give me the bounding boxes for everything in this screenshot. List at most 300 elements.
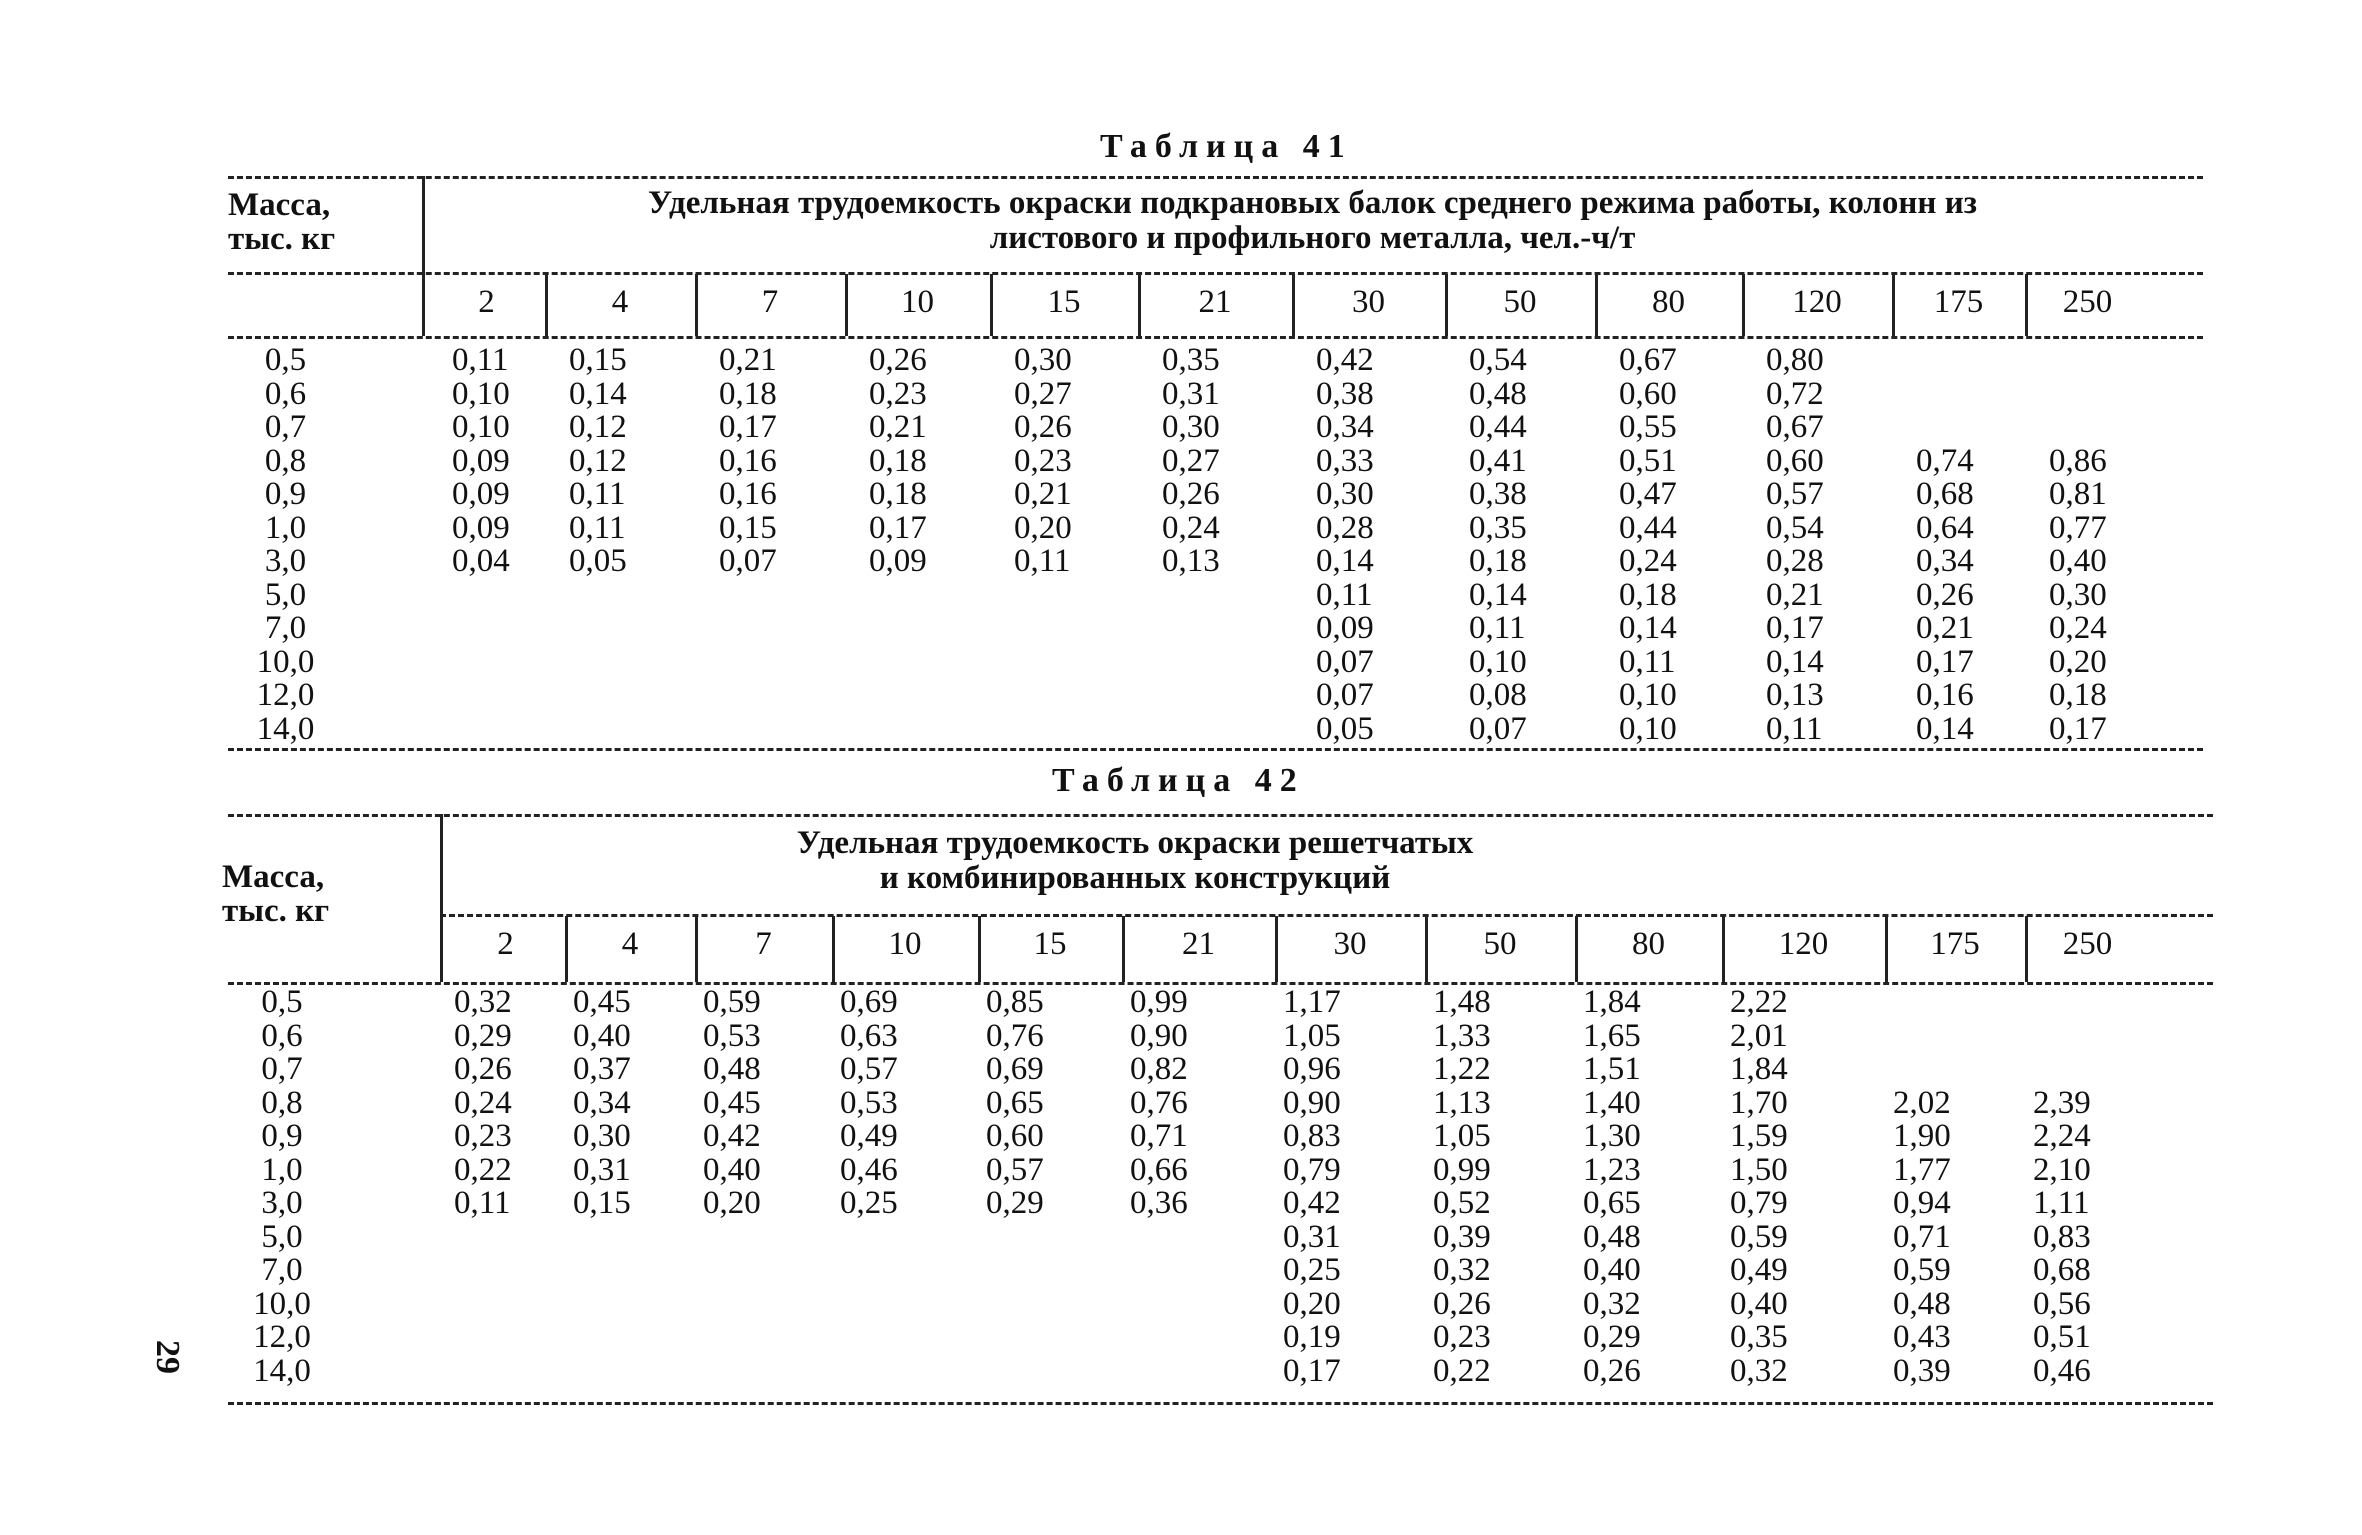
- column-header: 7: [755, 926, 772, 962]
- mass-cell: 12,0: [256, 677, 315, 713]
- mass-cell: 5,0: [261, 1218, 303, 1255]
- column-separator: [1138, 274, 1141, 336]
- table-cell: 0,22: [454, 1151, 512, 1188]
- table-cell: 0,48: [1469, 375, 1527, 412]
- mass-cell: 0,5: [261, 984, 303, 1020]
- table-cell: 0,57: [1766, 476, 1824, 512]
- column-header: 80: [1632, 926, 1665, 962]
- column-separator: [1425, 916, 1428, 982]
- column-header: 175: [1930, 926, 1980, 962]
- table-cell: 2,10: [2033, 1151, 2091, 1188]
- table-cell: 1,22: [1433, 1051, 1491, 1087]
- table-cell: 0,90: [1283, 1084, 1341, 1121]
- column-header: 7: [761, 284, 779, 320]
- table-cell: 0,76: [986, 1017, 1044, 1054]
- table-cell: 0,19: [1283, 1319, 1341, 1355]
- table-cell: 0,20: [703, 1185, 761, 1221]
- table-cell: 0,28: [1316, 509, 1374, 546]
- table-cell: 0,10: [452, 409, 510, 445]
- table-cell: 0,17: [1916, 643, 1974, 680]
- table-cell: 0,53: [840, 1084, 898, 1121]
- table-cell: 1,33: [1433, 1017, 1491, 1054]
- table-cell: 0,24: [1619, 543, 1677, 579]
- table-cell: 0,32: [1730, 1352, 1788, 1389]
- table-cell: 0,16: [1916, 677, 1974, 713]
- table-cell: 0,38: [1316, 375, 1374, 412]
- table-cell: 0,08: [1469, 677, 1527, 713]
- table-cell: 0,12: [569, 409, 627, 445]
- table-cell: 0,82: [1130, 1051, 1188, 1087]
- table-cell: 0,32: [1583, 1285, 1641, 1322]
- table-cell: 0,11: [569, 476, 626, 512]
- column-header: 10: [888, 926, 922, 962]
- table-cell: 0,17: [719, 409, 777, 445]
- table-cell: 1,50: [1730, 1151, 1788, 1188]
- table-cell: 0,28: [1766, 543, 1824, 579]
- mass-cell: 0,8: [264, 442, 307, 479]
- table-cell: 0,23: [869, 375, 927, 412]
- table-cell: 0,11: [454, 1185, 511, 1221]
- table-cell: 0,56: [2033, 1285, 2091, 1322]
- table-cell: 0,17: [2049, 710, 2107, 747]
- table-cell: 0,81: [2049, 476, 2107, 512]
- table-cell: 0,26: [1583, 1352, 1641, 1389]
- table-cell: 0,40: [1730, 1285, 1788, 1322]
- table-cell: 0,80: [1766, 342, 1824, 378]
- table-cell: 0,11: [1619, 643, 1676, 680]
- table-cell: 0,21: [719, 342, 777, 378]
- table-cell: 0,11: [452, 342, 509, 378]
- table-cell: 0,55: [1619, 409, 1677, 445]
- table-cell: 0,10: [1619, 710, 1677, 747]
- mass-cell: 14,0: [253, 1352, 311, 1389]
- column-header: 80: [1652, 284, 1685, 320]
- table-cell: 0,65: [1583, 1185, 1641, 1221]
- mass-cell: 0,5: [264, 342, 307, 378]
- table-cell: 0,22: [1433, 1352, 1491, 1389]
- table-cell: 0,48: [1893, 1285, 1951, 1322]
- table-cell: 0,60: [1766, 442, 1824, 479]
- mass-cell: 7,0: [261, 1252, 303, 1288]
- table-cell: 0,31: [1162, 375, 1220, 412]
- table-cell: 0,17: [1283, 1352, 1341, 1389]
- table-cell: 0,44: [1469, 409, 1527, 445]
- column-header: 30: [1352, 284, 1385, 320]
- table-cell: 0,38: [1469, 476, 1527, 512]
- table-cell: 0,34: [1316, 409, 1374, 445]
- table-cell: 1,65: [1583, 1017, 1641, 1054]
- table-cell: 0,12: [569, 442, 627, 479]
- table-cell: 0,14: [1766, 643, 1824, 680]
- table-cell: 0,67: [1766, 409, 1824, 445]
- column-separator: [695, 916, 698, 982]
- mass-cell: 1,0: [264, 509, 307, 546]
- table-cell: 0,14: [569, 375, 627, 412]
- table-cell: 0,59: [1730, 1218, 1788, 1255]
- column-separator: [990, 274, 993, 336]
- table-cell: 0,76: [1130, 1084, 1188, 1121]
- table-cell: 1,84: [1730, 1051, 1788, 1087]
- table-41-group-title: Удельная трудоемкость окраски подкрановых балок среднего режима работы, колонн из листового и профильного металла, чел.-ч/т: [648, 185, 1977, 256]
- table-cell: 0,23: [1014, 442, 1072, 479]
- column-header: 50: [1483, 926, 1517, 962]
- table-cell: 0,86: [2049, 442, 2107, 479]
- column-separator: [1892, 274, 1895, 336]
- column-separator: [832, 916, 835, 982]
- column-separator: [695, 274, 698, 336]
- table-cell: 0,30: [1316, 476, 1374, 512]
- table-cell: 0,11: [1469, 610, 1526, 646]
- column-separator: [1575, 916, 1578, 982]
- table-cell: 0,49: [840, 1118, 898, 1154]
- table-cell: 0,34: [573, 1084, 631, 1121]
- column-header: 120: [1792, 284, 1842, 320]
- mass-cell: 0,6: [261, 1017, 303, 1054]
- table-cell: 0,18: [1469, 543, 1527, 579]
- table-cell: 0,79: [1283, 1151, 1341, 1188]
- mass-cell: 0,7: [261, 1051, 303, 1087]
- table-cell: 0,52: [1433, 1185, 1491, 1221]
- table-cell: 0,07: [1469, 710, 1527, 747]
- column-separator: [1742, 274, 1745, 336]
- table-cell: 0,44: [1619, 509, 1677, 546]
- column-header: 4: [621, 926, 639, 962]
- table-cell: 0,31: [573, 1151, 631, 1188]
- column-header: 2: [497, 926, 514, 962]
- table-cell: 0,10: [1469, 643, 1527, 680]
- table-41-caption: Таблица 41: [1100, 128, 1353, 165]
- column-separator: [1445, 274, 1448, 336]
- table-cell: 0,43: [1893, 1319, 1951, 1355]
- table-cell: 1,59: [1730, 1118, 1788, 1154]
- table-cell: 0,85: [986, 984, 1044, 1020]
- table-cell: 0,07: [1316, 677, 1374, 713]
- table-cell: 0,59: [1893, 1252, 1951, 1288]
- table-42-mass-separator: [440, 814, 443, 982]
- table-cell: 0,33: [1316, 442, 1374, 479]
- mass-cell: 12,0: [253, 1319, 311, 1355]
- table-cell: 0,10: [452, 375, 510, 412]
- column-separator: [1122, 916, 1125, 982]
- column-header: 250: [2062, 284, 2113, 320]
- table-cell: 0,26: [1014, 409, 1072, 445]
- table-cell: 0,35: [1162, 342, 1220, 378]
- table-cell: 1,70: [1730, 1084, 1788, 1121]
- table-cell: 1,05: [1283, 1017, 1341, 1054]
- table-cell: 0,05: [1316, 710, 1374, 747]
- column-separator: [1292, 274, 1295, 336]
- table-cell: 0,77: [2049, 509, 2107, 546]
- table-cell: 0,26: [1433, 1285, 1491, 1322]
- table-cell: 1,51: [1583, 1051, 1641, 1087]
- table-42-top-rule: [228, 814, 2213, 817]
- table-41-mass-separator: [422, 176, 425, 336]
- table-42-mass-header: Масса, тыс. кг: [222, 859, 330, 929]
- table-cell: 0,09: [452, 476, 510, 512]
- column-separator: [1275, 916, 1278, 982]
- table-cell: 0,51: [2033, 1319, 2091, 1355]
- column-header: 4: [611, 284, 629, 320]
- table-cell: 2,01: [1730, 1017, 1788, 1054]
- table-cell: 0,14: [1619, 610, 1677, 646]
- table-cell: 0,27: [1162, 442, 1220, 479]
- table-42-caption: Таблица 42: [1052, 762, 1305, 799]
- table-cell: 0,26: [869, 342, 927, 378]
- table-cell: 0,30: [573, 1118, 631, 1154]
- table-cell: 0,07: [719, 543, 777, 579]
- mass-cell: 0,9: [261, 1118, 303, 1154]
- table-cell: 0,15: [573, 1185, 631, 1221]
- table-cell: 0,23: [454, 1118, 512, 1154]
- mass-cell: 0,9: [264, 476, 307, 512]
- table-cell: 0,42: [703, 1118, 761, 1154]
- table-cell: 0,35: [1730, 1319, 1788, 1355]
- table-cell: 0,11: [1316, 576, 1373, 613]
- table-cell: 0,29: [986, 1185, 1044, 1221]
- table-cell: 0,18: [1619, 576, 1677, 613]
- table-cell: 0,34: [1916, 543, 1974, 579]
- table-cell: 0,49: [1730, 1252, 1788, 1288]
- table-cell: 0,60: [986, 1118, 1044, 1154]
- column-separator: [978, 916, 981, 982]
- table-cell: 0,29: [1583, 1319, 1641, 1355]
- table-cell: 0,30: [2049, 576, 2107, 613]
- column-header: 10: [901, 284, 934, 320]
- table-cell: 0,46: [840, 1151, 898, 1188]
- table-cell: 0,40: [2049, 543, 2107, 579]
- table-cell: 0,20: [1283, 1285, 1341, 1322]
- table-cell: 0,30: [1162, 409, 1220, 445]
- table-cell: 0,99: [1433, 1151, 1491, 1188]
- table-42-columns-rule: [228, 982, 2213, 985]
- table-cell: 0,39: [1433, 1218, 1491, 1255]
- table-cell: 0,25: [840, 1185, 898, 1221]
- table-cell: 2,24: [2033, 1118, 2091, 1154]
- table-cell: 0,96: [1283, 1051, 1341, 1087]
- mass-cell: 0,7: [264, 409, 307, 445]
- table-cell: 0,68: [2033, 1252, 2091, 1288]
- table-cell: 0,64: [1916, 509, 1974, 546]
- table-cell: 1,17: [1283, 984, 1341, 1020]
- table-cell: 0,41: [1469, 442, 1527, 479]
- table-cell: 0,09: [452, 509, 510, 546]
- table-cell: 0,20: [1014, 509, 1072, 546]
- table-cell: 0,90: [1130, 1017, 1188, 1054]
- table-cell: 0,10: [1619, 677, 1677, 713]
- table-cell: 1,30: [1583, 1118, 1641, 1154]
- table-41-mass-header: Масса, тыс. кг: [228, 187, 336, 257]
- table-cell: 1,90: [1893, 1118, 1951, 1154]
- table-cell: 0,23: [1433, 1319, 1491, 1355]
- table-cell: 0,25: [1283, 1252, 1341, 1288]
- mass-cell: 10,0: [256, 643, 315, 680]
- table-cell: 0,79: [1730, 1185, 1788, 1221]
- table-cell: 0,31: [1283, 1218, 1341, 1255]
- table-cell: 0,48: [1583, 1218, 1641, 1255]
- table-42-bottom-rule: [228, 1402, 2213, 1405]
- column-header: 21: [1198, 284, 1232, 320]
- table-cell: 0,20: [2049, 643, 2107, 680]
- column-separator: [2025, 916, 2028, 982]
- table-cell: 0,14: [1469, 576, 1527, 613]
- table-41-bottom-rule: [228, 748, 2203, 751]
- table-42-header-rule: [440, 914, 2213, 917]
- mass-cell: 1,0: [261, 1151, 303, 1188]
- table-cell: 0,15: [719, 509, 777, 546]
- table-cell: 0,51: [1619, 442, 1677, 479]
- table-cell: 0,21: [1766, 576, 1824, 613]
- table-cell: 0,18: [719, 375, 777, 412]
- table-cell: 0,74: [1916, 442, 1974, 479]
- table-cell: 0,04: [452, 543, 510, 579]
- table-cell: 1,13: [1433, 1084, 1491, 1121]
- mass-cell: 0,8: [261, 1084, 303, 1121]
- table-cell: 1,77: [1893, 1151, 1951, 1188]
- table-cell: 0,09: [452, 442, 510, 479]
- table-cell: 0,83: [1283, 1118, 1341, 1154]
- table-cell: 0,30: [1014, 342, 1072, 378]
- column-header: 21: [1182, 926, 1215, 962]
- table-cell: 0,45: [573, 984, 631, 1020]
- column-separator: [845, 274, 848, 336]
- table-cell: 0,07: [1316, 643, 1374, 680]
- table-cell: 0,18: [869, 476, 927, 512]
- table-cell: 1,05: [1433, 1118, 1491, 1154]
- table-cell: 0,42: [1316, 342, 1374, 378]
- table-cell: 0,16: [719, 442, 777, 479]
- table-cell: 0,48: [703, 1051, 761, 1087]
- table-cell: 0,17: [869, 509, 927, 546]
- table-cell: 1,84: [1583, 984, 1641, 1020]
- table-cell: 0,65: [986, 1084, 1044, 1121]
- table-cell: 0,13: [1162, 543, 1220, 579]
- table-cell: 0,54: [1766, 509, 1824, 546]
- table-cell: 0,54: [1469, 342, 1527, 378]
- column-header: 250: [2062, 926, 2113, 962]
- table-cell: 0,99: [1130, 984, 1188, 1020]
- column-separator: [1722, 916, 1725, 982]
- table-cell: 0,11: [569, 509, 626, 546]
- table-cell: 0,46: [2033, 1352, 2091, 1389]
- table-cell: 1,48: [1433, 984, 1491, 1020]
- table-cell: 0,24: [1162, 509, 1220, 546]
- table-cell: 0,32: [454, 984, 512, 1020]
- column-separator: [2025, 274, 2028, 336]
- table-cell: 0,24: [2049, 610, 2107, 646]
- column-header: 2: [478, 284, 495, 320]
- column-header: 30: [1333, 926, 1367, 962]
- table-cell: 0,29: [454, 1017, 512, 1054]
- table-cell: 0,42: [1283, 1185, 1341, 1221]
- table-cell: 0,47: [1619, 476, 1677, 512]
- table-41-header-rule: [228, 272, 2203, 275]
- column-header: 15: [1033, 926, 1067, 962]
- mass-cell: 14,0: [256, 710, 315, 747]
- mass-cell: 0,6: [264, 375, 307, 412]
- table-cell: 0,32: [1433, 1252, 1491, 1288]
- table-cell: 0,24: [454, 1084, 512, 1121]
- table-cell: 0,72: [1766, 375, 1824, 412]
- table-cell: 1,40: [1583, 1084, 1641, 1121]
- table-cell: 0,68: [1916, 476, 1974, 512]
- table-cell: 2,22: [1730, 984, 1788, 1020]
- table-cell: 0,36: [1130, 1185, 1188, 1221]
- table-cell: 0,18: [869, 442, 927, 479]
- table-cell: 0,21: [1916, 610, 1974, 646]
- table-cell: 0,21: [1014, 476, 1072, 512]
- mass-cell: 3,0: [264, 543, 307, 579]
- table-cell: 0,71: [1130, 1118, 1188, 1154]
- table-42-group-title: Удельная трудоемкость окраски решетчатых и комбинированных конструкций: [796, 825, 1474, 896]
- table-41-columns-rule: [228, 336, 2203, 339]
- table-cell: 0,39: [1893, 1352, 1951, 1389]
- table-cell: 0,67: [1619, 342, 1677, 378]
- table-cell: 0,15: [569, 342, 627, 378]
- table-cell: 0,45: [703, 1084, 761, 1121]
- column-header: 175: [1933, 284, 1984, 320]
- table-cell: 0,83: [2033, 1218, 2091, 1255]
- table-cell: 1,11: [2033, 1185, 2090, 1221]
- table-cell: 0,40: [703, 1151, 761, 1188]
- table-cell: 0,71: [1893, 1218, 1951, 1255]
- column-separator: [1595, 274, 1598, 336]
- table-cell: 0,57: [840, 1051, 898, 1087]
- table-cell: 0,40: [1583, 1252, 1641, 1288]
- column-separator: [545, 274, 548, 336]
- table-cell: 2,39: [2033, 1084, 2091, 1121]
- table-cell: 0,40: [573, 1017, 631, 1054]
- table-cell: 0,53: [703, 1017, 761, 1054]
- column-header: 15: [1047, 284, 1081, 320]
- table-cell: 1,23: [1583, 1151, 1641, 1188]
- table-41-top-rule: [228, 176, 2203, 179]
- mass-cell: 7,0: [264, 610, 307, 646]
- table-cell: 0,59: [703, 984, 761, 1020]
- table-cell: 0,26: [1916, 576, 1974, 613]
- table-cell: 0,18: [2049, 677, 2107, 713]
- mass-cell: 3,0: [261, 1185, 303, 1221]
- column-header: 50: [1503, 284, 1537, 320]
- table-cell: 0,09: [1316, 610, 1374, 646]
- table-cell: 0,26: [454, 1051, 512, 1087]
- table-cell: 0,21: [869, 409, 927, 445]
- table-cell: 0,14: [1316, 543, 1374, 579]
- column-separator: [1885, 916, 1888, 982]
- page-number: 29: [149, 1340, 186, 1374]
- table-cell: 0,69: [840, 984, 898, 1020]
- table-cell: 0,94: [1893, 1185, 1951, 1221]
- table-cell: 0,27: [1014, 375, 1072, 412]
- table-cell: 0,35: [1469, 509, 1527, 546]
- table-cell: 0,11: [1014, 543, 1071, 579]
- table-cell: 0,14: [1916, 710, 1974, 747]
- table-cell: 0,05: [569, 543, 627, 579]
- table-cell: 0,11: [1766, 710, 1823, 747]
- column-separator: [565, 916, 568, 982]
- mass-cell: 5,0: [264, 576, 307, 613]
- table-cell: 0,57: [986, 1151, 1044, 1188]
- table-cell: 0,69: [986, 1051, 1044, 1087]
- column-header: 120: [1778, 926, 1829, 962]
- table-cell: 0,60: [1619, 375, 1677, 412]
- table-cell: 0,13: [1766, 677, 1824, 713]
- mass-cell: 10,0: [253, 1285, 311, 1322]
- table-cell: 0,37: [573, 1051, 631, 1087]
- table-cell: 2,02: [1893, 1084, 1951, 1121]
- table-cell: 0,16: [719, 476, 777, 512]
- table-cell: 0,26: [1162, 476, 1220, 512]
- table-cell: 0,63: [840, 1017, 898, 1054]
